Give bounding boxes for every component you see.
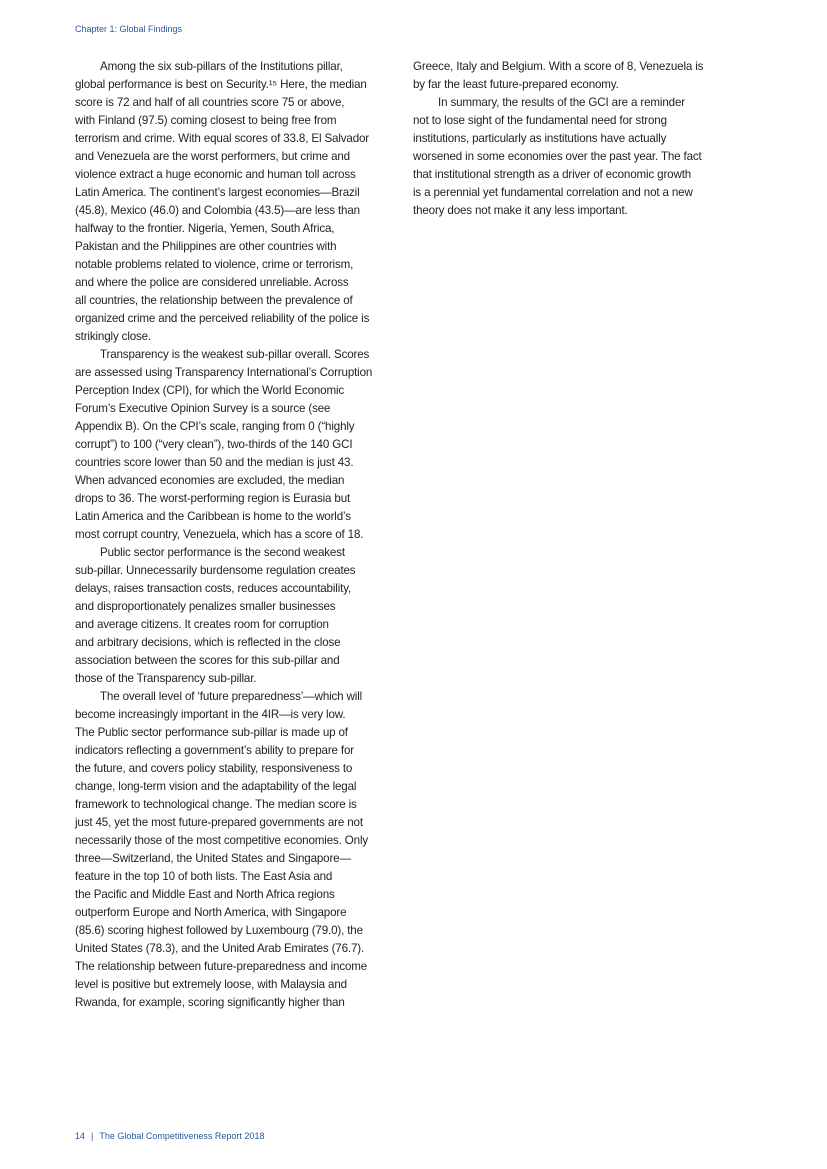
text-line: drops to 36. The worst-performing region is Eurasia but — [75, 492, 351, 505]
text-line: indicators reflecting a government’s ability to prepare for — [75, 744, 354, 757]
text-line: corrupt”) to 100 (“very clean”), two-thirds of the 140 GCI — [75, 438, 353, 451]
text-line: Transparency is the weakest sub-pillar overall. Scores — [100, 348, 370, 361]
text-line: by far the least future-prepared economy. — [413, 78, 619, 91]
footer-separator: | — [91, 1131, 94, 1141]
text-line: Greece, Italy and Belgium. With a score of 8, Venezuela is — [413, 60, 704, 73]
text-line: and average citizens. It creates room for corruption — [75, 618, 329, 631]
text-line: the future, and covers policy stability, responsiveness to — [75, 762, 353, 775]
text-line: Among the six sub-pillars of the Institutions pillar, — [100, 60, 343, 73]
page-footer — [75, 1131, 264, 1141]
text-line: violence extract a huge economic and human toll across — [75, 168, 356, 181]
text-line: Pakistan and the Philippines are other countries with — [75, 240, 337, 253]
text-line: and disproportionately penalizes smaller businesses — [75, 600, 336, 613]
text-line: In summary, the results of the GCI are a reminder — [438, 96, 685, 109]
text-line: most corrupt country, Venezuela, which has a score of 18. — [75, 528, 364, 541]
text-line: level is positive but extremely loose, with Malaysia and — [75, 978, 347, 991]
text-line: become increasingly important in the 4IR—is very low. — [75, 708, 346, 721]
text-line: halfway to the frontier. Nigeria, Yemen, South Africa, — [75, 222, 335, 235]
text-line: outperform Europe and North America, with Singapore — [75, 906, 347, 919]
text-line: framework to technological change. The median score is — [75, 798, 357, 811]
text-line: all countries, the relationship between the prevalence of — [75, 294, 353, 307]
text-line: necessarily those of the most competitive economies. Only — [75, 834, 369, 847]
text-line: change, long-term vision and the adaptability of the legal — [75, 780, 357, 793]
text-line: global performance is best on Security.¹⁵ Here, the median — [75, 78, 367, 91]
text-line: terrorism and crime. With equal scores of 33.8, El Salvador — [75, 132, 369, 145]
text-line: United States (78.3), and the United Arab Emirates (76.7). — [75, 942, 365, 955]
text-line: just 45, yet the most future-prepared governments are not — [75, 816, 363, 829]
text-line: countries score lower than 50 and the median is just 43. — [75, 456, 354, 469]
text-line: The overall level of ‘future preparedness’—which will — [100, 690, 363, 703]
text-line: Rwanda, for example, scoring significantly higher than — [75, 996, 345, 1009]
text-line: sub-pillar. Unnecessarily burdensome regulation creates — [75, 564, 356, 577]
text-line: not to lose sight of the fundamental need for strong — [413, 114, 667, 127]
running-header: Chapter 1: Global Findings — [75, 24, 183, 34]
text-line: score is 72 and half of all countries score 75 or above, — [75, 96, 345, 109]
text-line: are assessed using Transparency International’s Corruption — [75, 366, 373, 379]
text-line: and where the police are considered unreliable. Across — [75, 276, 349, 289]
text-line: Public sector performance is the second weakest — [100, 546, 345, 559]
text-line: (45.8), Mexico (46.0) and Colombia (43.5)—are less than — [75, 204, 360, 217]
text-line: Forum’s Executive Opinion Survey is a source (see — [75, 402, 331, 415]
text-line: those of the Transparency sub-pillar. — [75, 672, 257, 685]
report-title: The Global Competitiveness Report 2018 — [99, 1131, 265, 1141]
text-line: worsened in some economies over the past year. The fact — [413, 150, 702, 163]
text-line: institutions, particularly as institutions have actually — [413, 132, 667, 145]
text-line: organized crime and the perceived reliability of the police is — [75, 312, 370, 325]
left-text-column — [75, 58, 395, 1012]
text-line: delays, raises transaction costs, reduces accountability, — [75, 582, 352, 595]
text-line: Perception Index (CPI), for which the World Economic — [75, 384, 345, 397]
text-line: is a perennial yet fundamental correlation and not a new — [413, 186, 693, 199]
text-line: Latin America and the Caribbean is home to the world’s — [75, 510, 351, 523]
text-line: theory does not make it any less important. — [413, 204, 628, 217]
text-line: The relationship between future-preparedness and income — [75, 960, 368, 973]
text-line: notable problems related to violence, crime or terrorism, — [75, 258, 354, 271]
text-line: and Venezuela are the worst performers, but crime and — [75, 150, 350, 163]
text-line: the Pacific and Middle East and North Africa regions — [75, 888, 335, 901]
text-line: feature in the top 10 of both lists. The East Asia and — [75, 870, 333, 883]
text-line: Latin America. The continent’s largest economies—Brazil — [75, 186, 360, 199]
text-line: three—Switzerland, the United States and Singapore— — [75, 852, 351, 865]
text-line: (85.6) scoring highest followed by Luxembourg (79.0), the — [75, 924, 363, 937]
text-line: The Public sector performance sub-pillar is made up of — [75, 726, 348, 739]
text-line: strikingly close. — [75, 330, 152, 343]
text-line: Appendix B). On the CPI’s scale, ranging from 0 (“highly — [75, 420, 355, 433]
text-line: with Finland (97.5) coming closest to being free from — [75, 114, 337, 127]
text-line: and arbitrary decisions, which is reflected in the close — [75, 636, 341, 649]
text-line: association between the scores for this sub-pillar and — [75, 654, 340, 667]
right-text-column — [413, 58, 733, 220]
page-number: 14 — [75, 1131, 86, 1141]
text-line: When advanced economies are excluded, the median — [75, 474, 345, 487]
text-line: that institutional strength as a driver of economic growth — [413, 168, 692, 181]
